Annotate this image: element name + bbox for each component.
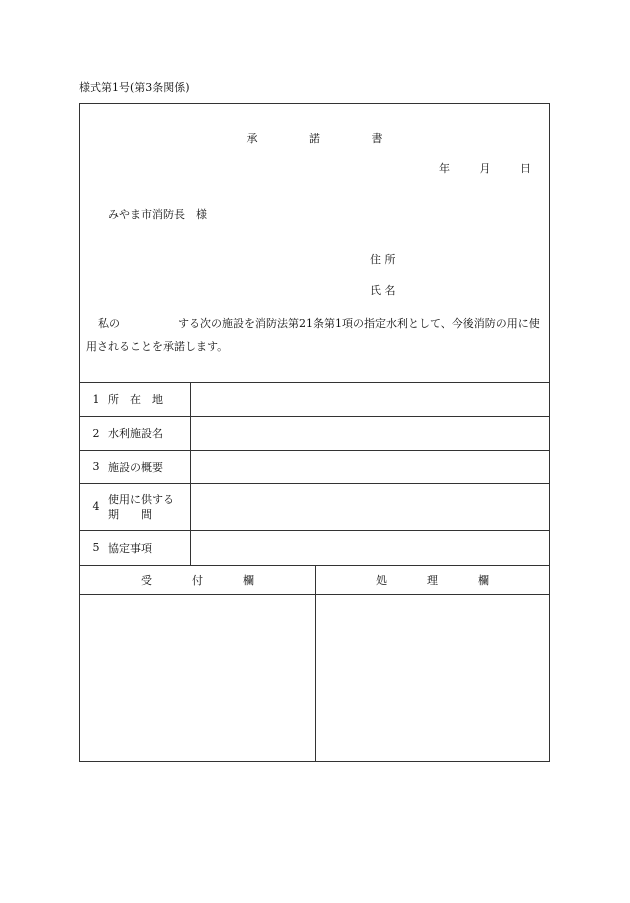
row-label-agreement-terms: 協定事項	[108, 541, 152, 555]
row-location	[80, 382, 190, 416]
location-field[interactable]	[190, 382, 549, 416]
form-number: 様式第1号(第3条関係)	[79, 81, 190, 94]
facility-name-field[interactable]	[190, 416, 549, 450]
month-label: 月	[479, 162, 491, 175]
consent-statement	[86, 312, 546, 358]
row-agreement-terms	[80, 530, 190, 565]
row-label-facility-name: 水利施設名	[108, 427, 163, 440]
row-number: 5	[92, 541, 100, 554]
row-facility-name	[80, 416, 190, 450]
row-number: 1	[92, 392, 100, 406]
processing-area[interactable]	[316, 595, 549, 761]
row-number: 2	[92, 426, 100, 440]
reception-area[interactable]	[80, 595, 315, 761]
usage-period-field[interactable]	[190, 483, 549, 530]
row-facility-overview	[80, 450, 190, 483]
reception-label: 受付欄	[141, 573, 294, 587]
row-usage-period	[80, 483, 190, 530]
day-label: 日	[520, 162, 531, 175]
row-number: 4	[92, 500, 100, 513]
addressee: みやま市消防長 様	[108, 208, 207, 221]
statement-prefix: 私の	[98, 317, 120, 330]
usage-period-line1: 使用に供する	[108, 492, 174, 506]
form-title: 承 諾 書	[246, 132, 407, 145]
date-line	[413, 160, 531, 176]
consent-form	[79, 103, 550, 762]
row-label-facility-overview: 施設の概要	[108, 460, 163, 474]
address-label: 住 所	[370, 253, 396, 266]
processing-label: 処理欄	[376, 573, 529, 587]
row-label-usage-period	[108, 492, 190, 522]
row-number: 3	[92, 460, 100, 473]
processing-header	[316, 565, 549, 594]
row-label-location: 所 在 地	[108, 393, 163, 406]
facility-overview-field[interactable]	[190, 450, 549, 483]
agreement-terms-field[interactable]	[190, 530, 549, 565]
usage-period-line2: 期 間	[108, 507, 152, 521]
reception-header	[80, 565, 315, 594]
year-label: 年	[439, 162, 450, 175]
name-label: 氏 名	[370, 284, 396, 297]
statement-text: する次の施設を消防法第21条第1項の指定水利として、今後消防の用に使用されることを承諾します。	[86, 317, 540, 353]
